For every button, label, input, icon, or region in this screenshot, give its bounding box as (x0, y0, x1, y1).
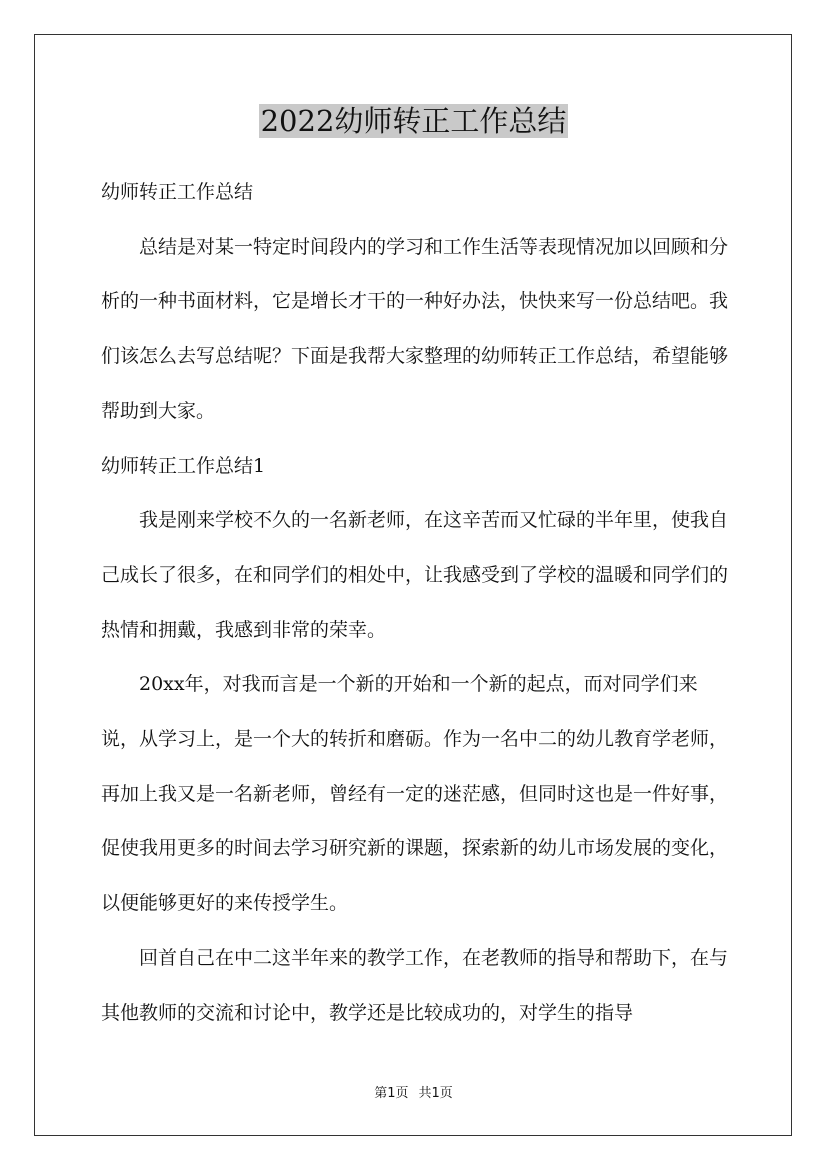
paragraph: 总结是对某一特定时间段内的学习和工作生活等表现情况加以回顾和分析的一种书面材料，它是增长才干的一种好办法，快快来写一份总结吧。我们该怎么去写总结呢？下面是我帮大家整理的幼师转正工作总结，希望能够帮助到大家。 (101, 235, 729, 422)
paragraph: 回首自己在中二这半年来的教学工作，在老教师的指导和帮助下，在与其他教师的交流和讨论中，教学还是比较成功的，对学生的指导 (101, 946, 729, 1024)
page-number: 第1页 (374, 1086, 409, 1101)
document-body (101, 165, 731, 1040)
paragraph: 我是刚来学校不久的一名新老师，在这辛苦而又忙碌的半年里，使我自己成长了很多，在和同学们的相处中，让我感受到了学校的温暖和同学们的热情和拥戴，我感到非常的荣幸。 (101, 509, 729, 641)
page-footer (0, 1082, 827, 1101)
paragraph: 20xx年，对我而言是一个新的开始和一个新的起点，而对同学们来说，从学习上，是一个大的转折和磨砺。作为一名中二的幼儿教育学老师，再加上我又是一名新老师，曾经有一定的迷茫感，但同时这也是一件好事，促使我用更多的时间去学习研究新的课题，探索新的幼儿市场发展的变化，以便能够更好的来传授学生。 (101, 673, 729, 915)
paragraph: 幼师转正工作总结 (101, 181, 254, 203)
page-total: 共1页 (418, 1086, 453, 1101)
document-title (0, 98, 827, 144)
paragraph: 幼师转正工作总结1 (101, 454, 266, 477)
document-title-text: 2022幼师转正工作总结 (260, 104, 567, 138)
